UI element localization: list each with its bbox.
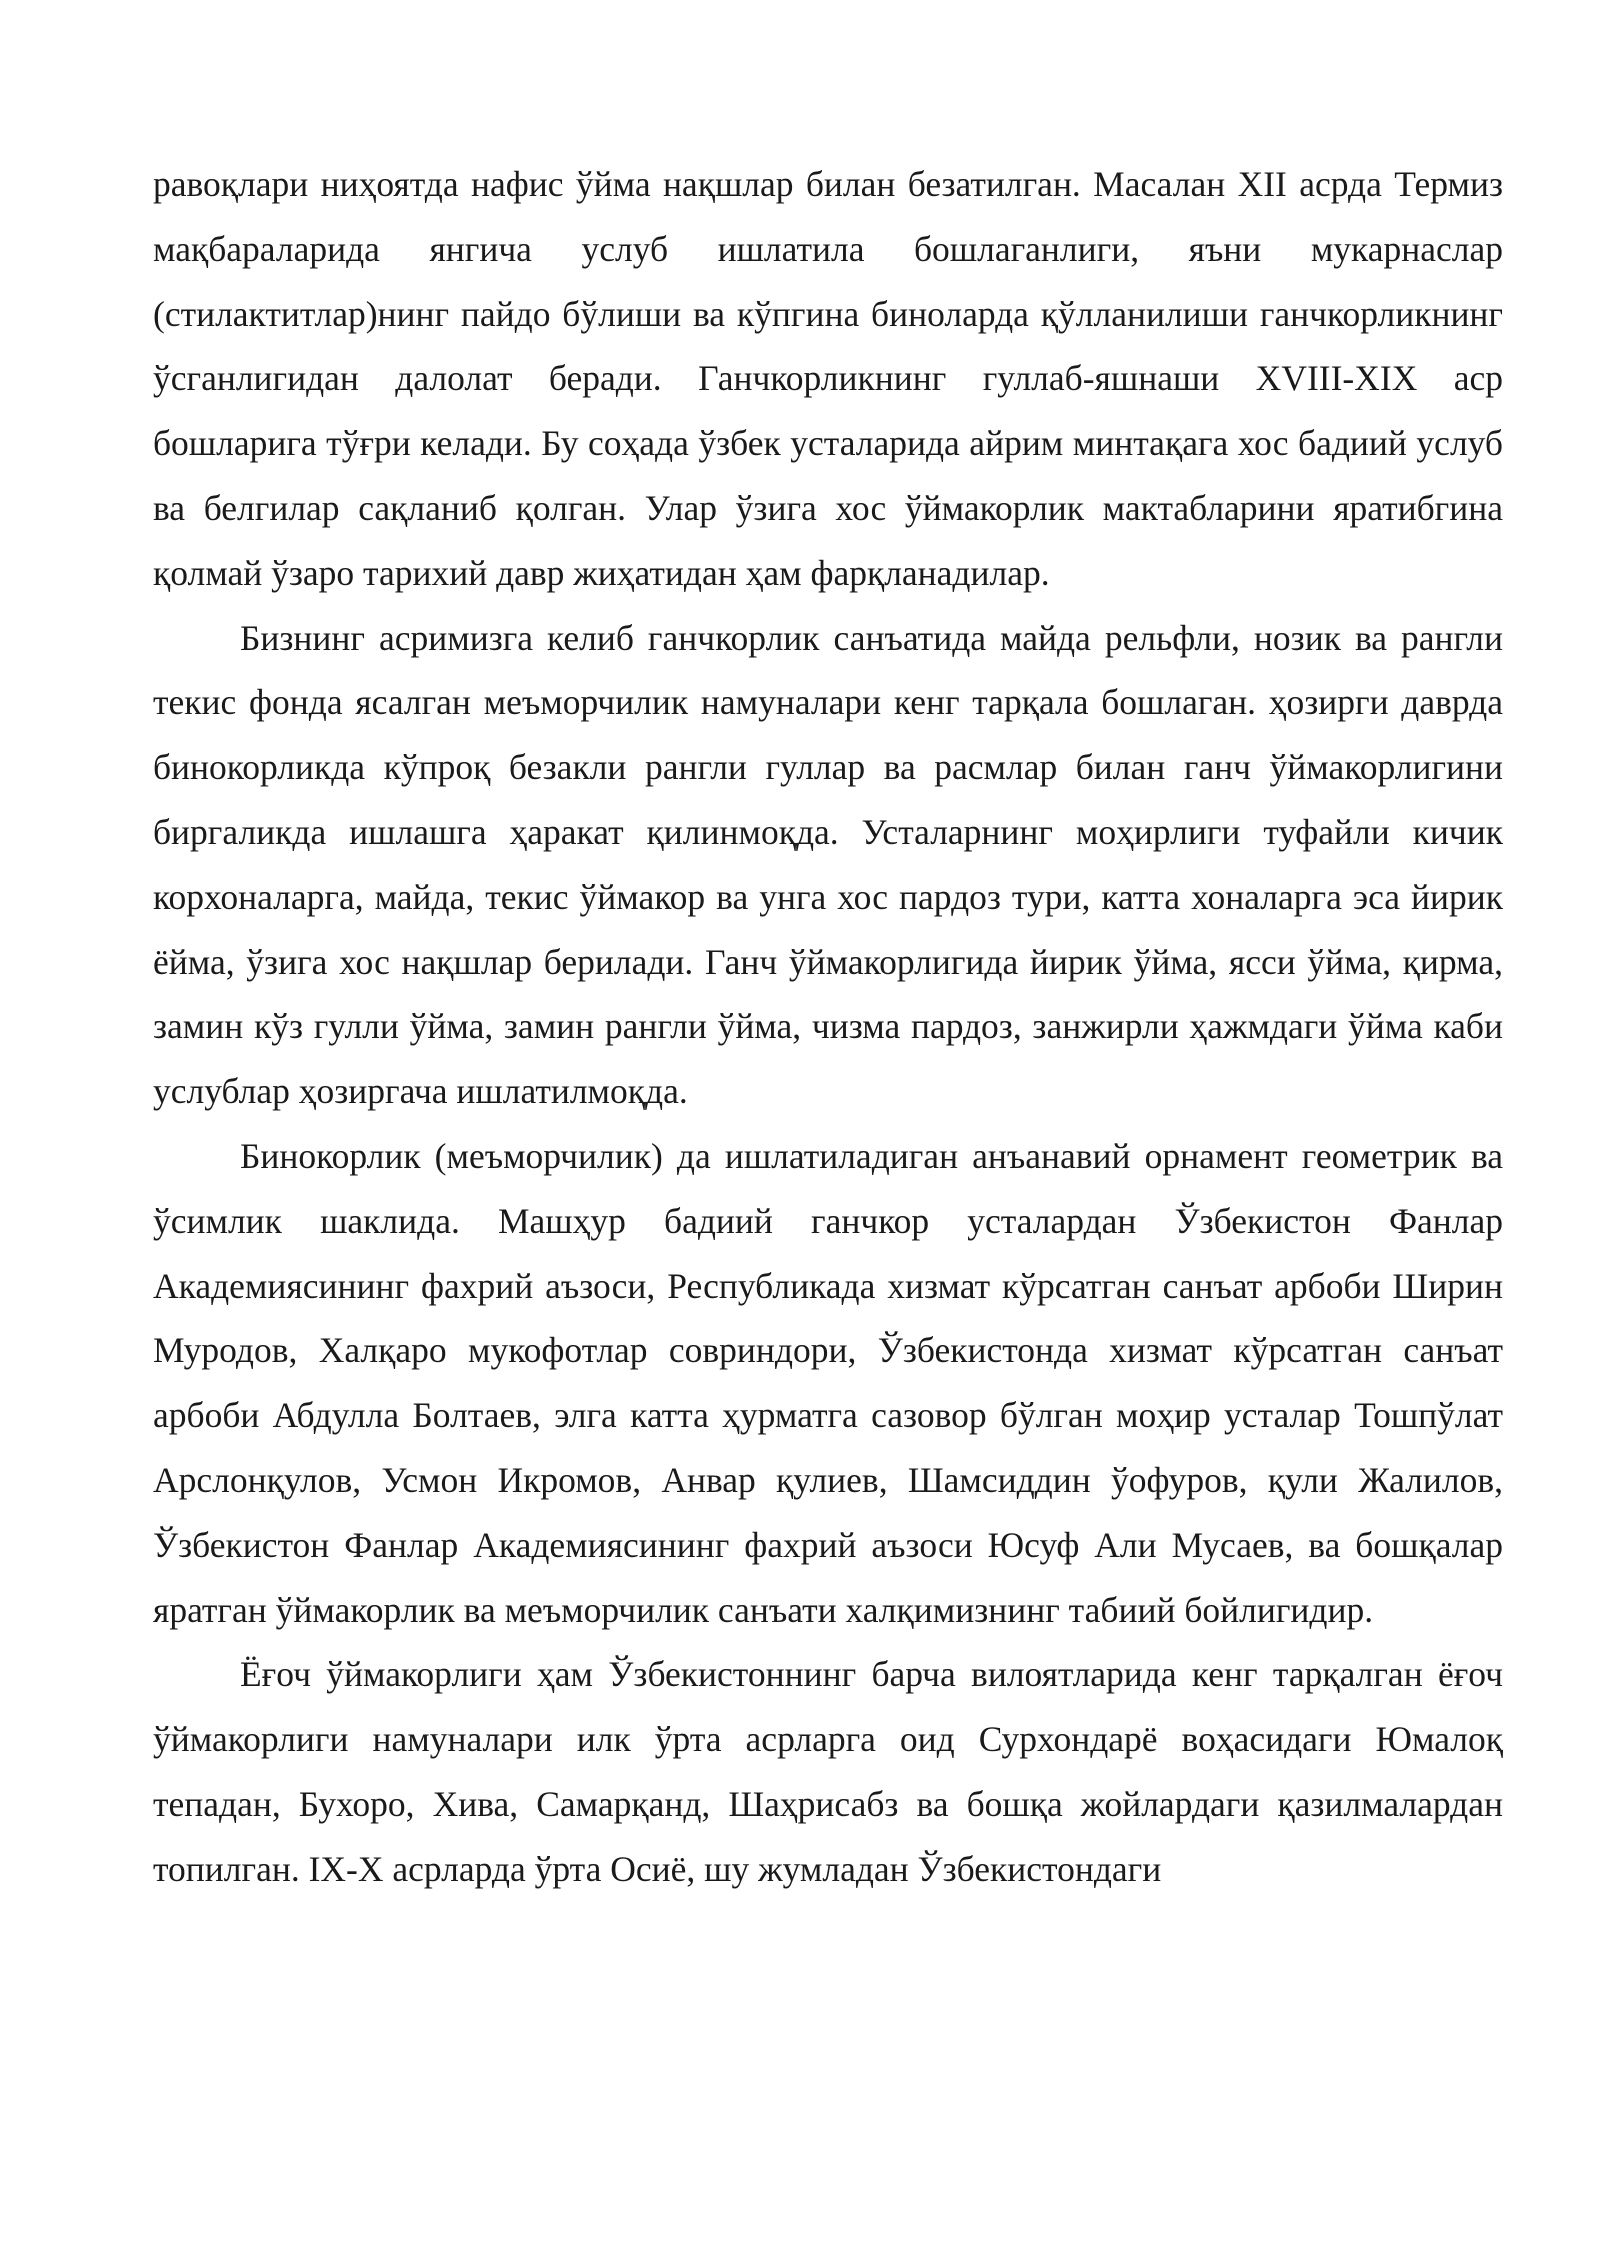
paragraph-2: Бизнинг асримизга келиб ганчкорлик санъатида майда рельфли, нозик ва рангли текис фонда ясалган меъморчилик намуналари кенг тарқала бошлаган. ҳозирги даврда бинокорликда кўпроқ безакли рангли гуллар ва расмлар билан ганч ўймакорлигини биргаликда ишлашга ҳаракат қилинмоқда. Усталарнинг моҳирлиги туфайли кичик корхоналарга, майда, текис ўймакор ва унга хос пардоз тури, катта хоналарга эса йирик ёйма, ўзига хос нақшлар берилади. Ганч ўймакорлигида йирик ўйма, ясси ўйма, қирма, замин кўз гулли ўйма, замин рангли ўйма, чизма пардоз, занжирли ҳажмдаги ўйма каби услублар ҳозиргача ишлатилмоқда.: [153, 617, 1503, 1112]
paragraph-1: равоқлари ниҳоятда нафис ўйма нақшлар билан безатилган. Масалан XII асрда Термиз мақбараларида янгича услуб ишлатила бошлаганлиги, яъни мукарнаслар (стилактитлар)нинг пайдо бўлиши ва кўпгина биноларда қўлланилиши ганчкорликнинг ўсганлигидан далолат беради. Ганчкорликнинг гуллаб-яшнаши XVIII-XIX аср бошларига тўғри келади. Бу соҳада ўзбек усталарида айрим минтақага хос бадиий услуб ва белгилар сақланиб қолган. Улар ўзига хос ўймакорлик мактабларини яратибгина қолмай ўзаро тарихий давр жиҳатидан ҳам фарқланадилар.: [153, 164, 1503, 593]
paragraph-3: Бинокорлик (меъморчилик) да ишлатиладиган анъанавий орнамент геометрик ва ўсимлик шаклида. Машҳур бадиий ганчкор усталардан Ўзбекистон Фанлар Академиясининг фахрий аъзоси, Республикада хизмат кўрсатган санъат арбоби Ширин Муродов, Халқаро мукофотлар совриндори, Ўзбекистонда хизмат кўрсатган санъат арбоби Абдулла Болтаев, элга катта ҳурматга сазовор бўлган моҳир усталар Тошпўлат Арслонқулов, Усмон Икромов, Анвар қулиев, Шамсиддин ўофуров, қули Жалилов, Ўзбекистон Фанлар Академиясининг фахрий аъзоси Юсуф Али Мусаев, ва бошқалар яратган ўймакорлик ва меъморчилик санъати халқимизнинг табиий бойлигидир.: [153, 1135, 1503, 1630]
body-text: [153, 152, 1503, 1902]
paragraph-4: Ёғоч ўймакорлиги ҳам Ўзбекистоннинг барча вилоятларида кенг тарқалган ёғоч ўймакорлиги намуналари илк ўрта асрларга оид Сурхондарё воҳасидаги Юмалоқ тепадан, Бухоро, Хива, Самарқанд, Шаҳрисабз ва бошқа жойлардаги қазилмалардан топилган. IX-X асрларда ўрта Осиё, шу жумладан Ўзбекистондаги: [153, 1654, 1503, 1889]
